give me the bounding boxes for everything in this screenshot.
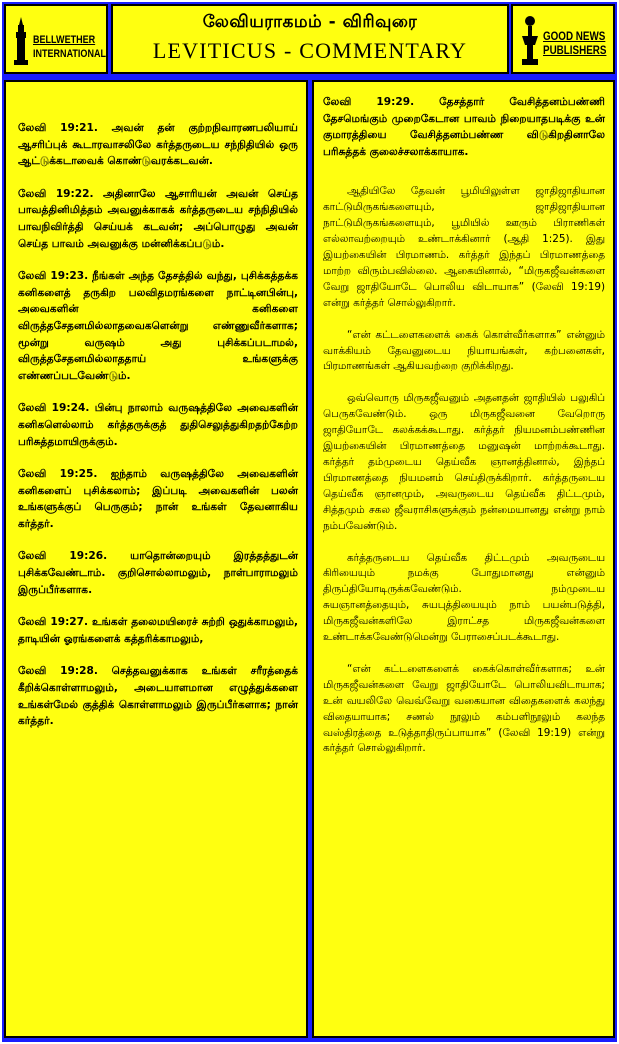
page-title-tamil: லேவியராகமம் - விரிவுரை	[202, 12, 418, 32]
verse-19-24: லேவி 19:24. பின்பு நாலாம் வருஷத்திலே அவைகளின் கனிகளெல்லாம் கர்த்தருக்குத் துதிசெலுத்துகிறதற்கேற்ற பரிசுத்தமாயிருக்கும்.	[18, 402, 298, 448]
right-logo-line2: PUBLISHERS	[543, 43, 607, 57]
commentary-paragraph: “என் கட்டளைகளைக் கைக்கொள்வீர்களாக; உன் மிருகஜீவன்களை வேறு ஜாதியோடே பொலியவிடாயாக; உன் வயலிலே வெவ்வேறு வகையான விதைகளைக் கலந்து விதையாயாக; சணல் நூலும் கம்பளிநூலும் கலந்த வஸ்திரத்தை உடுத்தாதிருப்பாயாக” (லேவி 19:19) என்று கர்த்தர் சொல்லுகிறார்.	[323, 662, 605, 755]
right-logo-line1: GOOD NEWS	[543, 29, 606, 43]
left-column	[4, 80, 308, 1038]
commentary-paragraph: “என் கட்டளைகளைக் கைக் கொள்வீர்களாக” என்னும் வாக்கியம் தேவனுடைய நியாயங்கள், கற்பனைகள், பிரமாணங்கள் ஆகியவற்றை குறிக்கிறது.	[323, 328, 605, 373]
gong-icon	[519, 15, 541, 67]
verse-19-23: லேவி 19:23. நீங்கள் அந்த தேசத்தில் வந்து, புசிக்கத்தக்க கனிகளைத் தருகிற பலவிதமரங்களை நாட்டினபின்பு, அவைகளின் கனிகளை விருத்தசேதனமில்லாதவைகளென்று எண்ணுவீர்களாக; மூன்று வருஷம் அது புசிக்கப்படாமல், விருத்தசேதனமில்லாததாய் உங்களுக்கு எண்ணப்படவேண்டும்.	[18, 270, 298, 382]
verse-19-29: லேவி 19:29. தேசத்தார் வேசித்தனம்பண்ணி தேசமெங்கும் முறைகேடான பாவம் நிறையாதபடிக்கு உன் குமாரத்தியை வேசித்தனம்பண்ண விடுகிறதினாலே பரிசுத்தக் குலைச்சலாக்காயாக.	[323, 96, 605, 158]
good-news-logo	[511, 4, 615, 74]
page-title-english: LEVITICUS - COMMENTARY	[152, 38, 468, 63]
verse-19-28: லேவி 19:28. செத்தவனுக்காக உங்கள் சரீரத்தைக் கீறிக்கொள்ளாமலும், அடையாளமான எழுத்துக்களை உங்கள்மேல் குத்திக் கொள்ளாமலும் இருப்பீர்களாக; நான் கர்த்தர்.	[18, 665, 298, 728]
commentary-paragraph: ஆதியிலே தேவன் பூமியிலுள்ள ஜாதிஜாதியான காட்டுமிருகங்களையும், ஜாதிஜாதியான நாட்டுமிருகங்களையும், பூமியில் ஊரும் பிராணிகள் எல்லாவற்றையும் உண்டாக்கினார் (ஆதி 1:25). இது இயற்கையின் பிரமாணம். கர்த்தர் இந்தப் பிரமாணத்தை மாற்ற விரும்பவில்லை. ஆகையினால், “மிருகஜீவன்களை வேறு ஜாதியோடே பொலிய விடாயாக” (லேவி 19:19) என்று கர்த்தர் சொல்லுகிறார்.	[323, 185, 605, 309]
commentary-paragraph: ஒவ்வொரு மிருகஜீவனும் அதனதன் ஜாதியில் பலுகிப் பெருகவேண்டும். ஒரு மிருகஜீவனை வேறொரு ஜாதியோடே கலக்கக்கூடாது. கர்த்தர் நியமனம்பண்ணின இயற்கையின் பிரமாணத்தை மனுஷன் மாற்றக்கூடாது. கர்த்தர் தம்முடைய தெய்வீக ஞானத்தினால், இந்தப் பிரமாணத்தை நியமனம் செய்திருக்கிறார். கர்த்தருடைய தெய்வீக ஞானமும், அவருடைய தெய்வீக திட்டமும், சித்தமும் சகல ஜீவராசிகளுக்கும் நன்மையானது என்று நாம் நம்பவேண்டும்.	[323, 392, 605, 532]
left-logo-line1: BELLWETHER	[33, 34, 96, 46]
bell-tower-icon	[11, 16, 31, 66]
bellwether-logo	[4, 4, 108, 74]
verse-19-22: லேவி 19:22. அதினாலே ஆசாரியன் அவன் செய்த பாவத்தினிமித்தம் அவனுக்காகக் கர்த்தருடைய சந்நிதியில் பாவநிவிர்த்தி செய்யக் கடவன்; அப்பொழுது அவன் செய்த பாவம் அவனுக்கு மன்னிக்கப்படும்.	[18, 187, 298, 250]
commentary-paragraph: கர்த்தருடைய தெய்வீக திட்டமும் அவருடைய கிரியையும் நமக்கு போதுமானது என்னும் திருப்தியோடிருக்கவேண்டும். நம்முடைய சுயஞானத்தையும், சுயபுத்தியையும் நாம் பயன்படுத்தி, மிருகஜீவன்களிலே இராட்சத மிருகஜீவன்களை உண்டாக்கவேண்டுமென்று பேராசைப்படக்கூடாது.	[323, 551, 605, 644]
right-column	[312, 80, 615, 1038]
verse-19-21: லேவி 19:21. அவன் தன் குற்றநிவாரணபலியாய் ஆசரிப்புக் கூடாரவாசலிலே கர்த்தருடைய சந்நிதியில் ஒரு ஆட்டுக்கடாவைக் கொண்டுவரக்கடவன்.	[18, 122, 298, 168]
verse-19-27: லேவி 19:27. உங்கள் தலைமயிரைச் சுற்றி ஒதுக்காமலும், தாடியின் ஓரங்களைக் கத்தரிக்காமலும்,	[18, 616, 298, 645]
verse-19-26: லேவி 19:26. யாதொன்றையும் இரத்தத்துடன் புசிக்கவேண்டாம். குறிசொல்லாமலும், நாள்பாராமலும் இருப்பீர்களாக.	[18, 550, 298, 596]
verse-19-25: லேவி 19:25. ஐந்தாம் வருஷத்திலே அவைகளின் கனிகளைப் புசிக்கலாம்; இப்படி அவைகளின் பலன் உங்களுக்குப் பெருகும்; நான் உங்கள் தேவனாகிய கர்த்தர்.	[18, 468, 298, 530]
left-logo-line2: INTERNATIONAL	[33, 48, 106, 60]
title-banner	[111, 4, 509, 74]
